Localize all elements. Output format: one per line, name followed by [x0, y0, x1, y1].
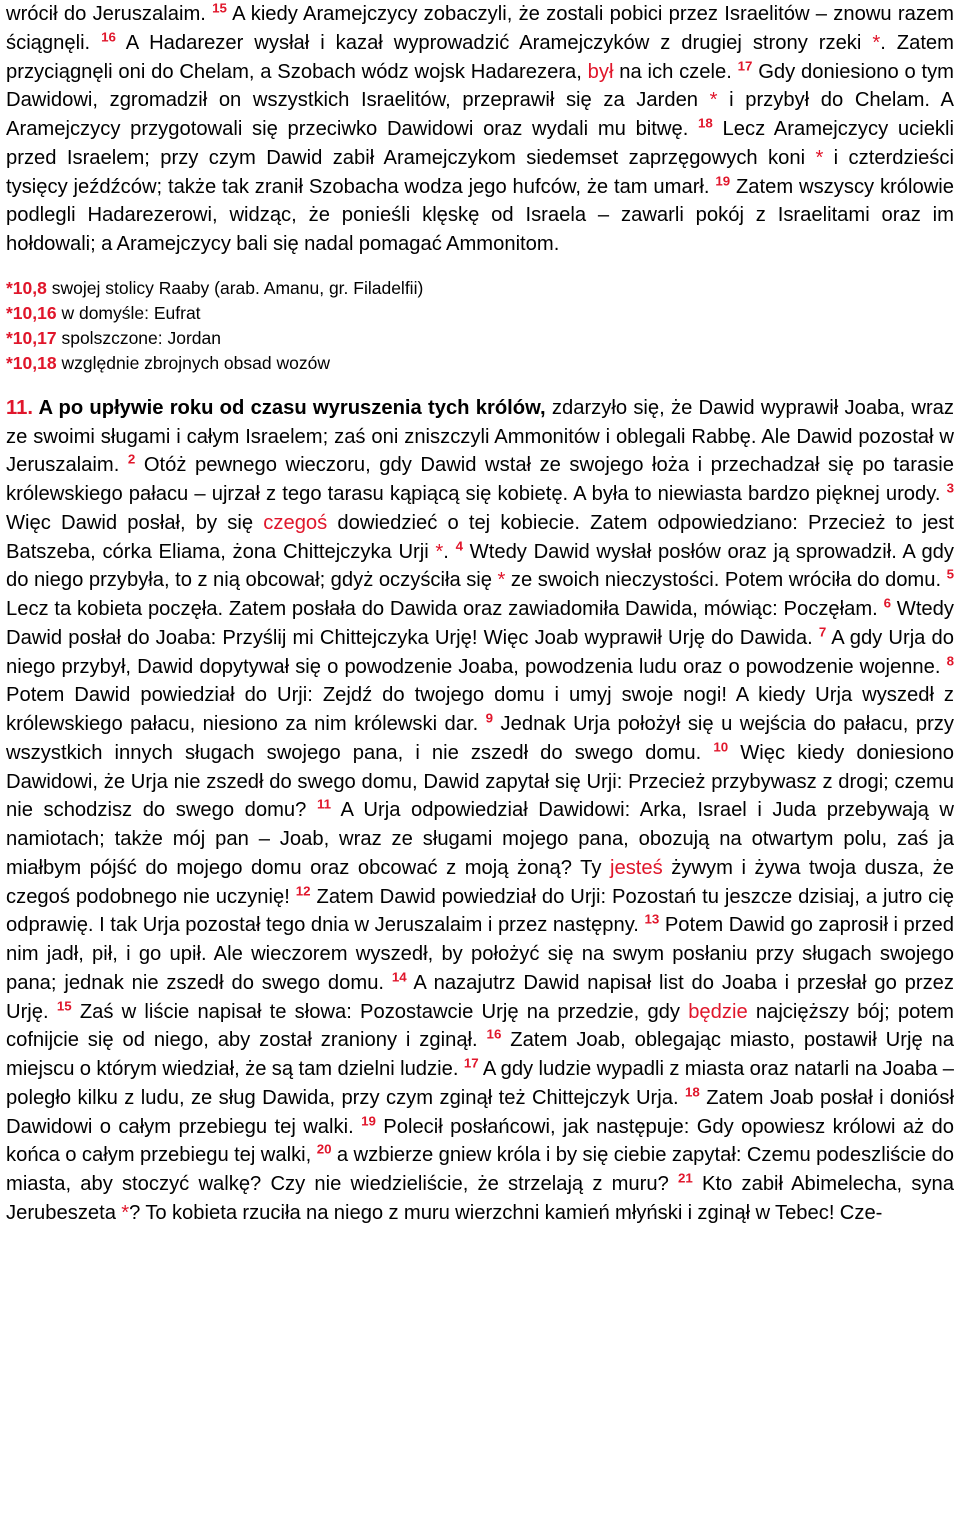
text-run: A gdy ludzie wypadli z miasta oraz natarli na Joaba – poległo kilku z ludu, ze sług Dawida, przy czym zginął też Chittejczyk Urja.: [6, 1058, 955, 1109]
verse-number: 15: [212, 0, 227, 16]
verse-number: 3: [946, 480, 954, 496]
verse-number: 8: [946, 652, 954, 668]
verse-number: 20: [316, 1141, 332, 1157]
verse-number: 18: [698, 115, 713, 131]
text-run: Wtedy Dawid wysłał posłów oraz ją sprowadził. A gdy do niego przybyła, to z nią obcował; gdyż oczyściła się: [6, 540, 954, 592]
text-run: A Hadarezer wysłał i kazał wyprowadzić Aramejczyków z drugiej strony rzeki: [115, 31, 873, 54]
added-word: jesteś: [610, 856, 663, 879]
chapter-intro: A po upływie roku od czasu wyruszenia tych królów,: [32, 396, 546, 419]
text-run: Więc Dawid posłał, by się: [6, 511, 264, 534]
verse-number: 19: [715, 172, 731, 188]
text-run: Zatem Joab, oblegając miasto, postawił Urję na miejscu o którym wiedział, że są tam dzielni ludzie.: [6, 1029, 954, 1080]
added-word: będzie: [688, 1000, 748, 1023]
verse-number: 19: [361, 1112, 376, 1128]
text-run: Lecz Aramejczycy uciekli przed Israelem; przy czym Dawid zabił Aramejczykom siedemset zaprzęgowych koni: [6, 118, 954, 169]
verse-number: 12: [295, 882, 311, 898]
footnote-marker: *: [709, 89, 718, 112]
text-run: dowiedzieć o tej kobiecie. Zatem odpowiedziano: Przecież to jest Batszeba, córka Eliama, żona Chittejczyka Urji: [6, 511, 955, 563]
chapter-11: [6, 394, 954, 1228]
verse-number: 2: [127, 451, 136, 467]
footnote-ref: *10,8: [6, 277, 47, 298]
footnote-item: [6, 301, 954, 326]
chapter-10-continuation: [6, 0, 954, 259]
verse-number: 14: [391, 969, 407, 985]
text-run: zdarzyło się, że Dawid wyprawił Joaba, wraz ze swoimi sługami i całym Israelem; zaś oni zniszczyli Ammonitów i oblegali Rabbę. Ale Dawid pozostał w Jeruszalaim.: [6, 396, 954, 477]
verse-number: 4: [455, 537, 463, 553]
text-run: A gdy Urja do niego przybył, Dawid dopytywał się o powodzenie Joaba, powodzenia ludu oraz o powodzenie wojenne.: [6, 626, 954, 678]
footnote-marker: *: [497, 569, 506, 592]
text-run: Jednak Urja położył się u wejścia do pałacu, przy wszystkich innych sługach swojego pana, i nie zszedł do swego domu.: [6, 713, 954, 764]
footnote-text: względnie zbrojnych obsad wozów: [56, 352, 330, 373]
text-run: Lecz ta kobieta poczęła. Zatem posłała do Dawida oraz zawiadomiła Dawida, mówiąc: Poczęłam.: [6, 598, 884, 620]
added-word: był: [587, 60, 614, 83]
verse-number: 6: [883, 595, 891, 611]
text-run: Potem Dawid go zaprosił i przed nim jadł, pił, i go upił. Ale wieczorem wyszedł, by położyć się na swym posłaniu przy sługach swojego pana; jednak nie zszedł do swego domu.: [6, 914, 954, 994]
verse-number: 9: [485, 710, 494, 726]
text-run: .: [443, 540, 456, 563]
footnote-ref: *10,17: [6, 327, 57, 348]
text-run: Zatem Dawid powiedział do Urji: Pozostań tu jeszcze dzisiaj, a jutro cię odprawię. I tak Urja pozostał tego dnia w Jeruszalaim i przez następny.: [6, 885, 954, 937]
verse-number: 18: [684, 1084, 700, 1100]
chapter-number: 11.: [6, 396, 33, 419]
verse-number: 17: [737, 57, 753, 73]
footnote-ref: *10,16: [6, 302, 57, 323]
text-run: Więc kiedy doniesiono Dawidowi, że Urja nie zszedł do swego domu, Dawid zapytał się Urji: Przecież przybywasz z drogi; czemu nie schodzisz do swego domu?: [6, 741, 954, 822]
verse-number: 17: [463, 1055, 479, 1071]
text-run: żywym i żywa twoja dusza, że czegoś podobnego nie uczynię!: [6, 856, 954, 908]
footnote-marker: *: [815, 146, 824, 169]
text-run: i przybył do Chelam. A Aramejczycy przygotowali się przeciwko Dawidowi oraz wydali mu bitwę.: [6, 89, 954, 140]
text-run: a wzbierze gniew króla i by się ciebie zapytał: Czemu podeszliście do miasta, aby stoczyć walkę? Czy nie wiedzieliście, że strzelają z muru?: [6, 1144, 954, 1195]
text-run: na ich czele.: [613, 60, 738, 83]
text-run: . Zatem przyciągnęli oni do Chelam, a Szobach wódz wojsk Hadarezera,: [6, 31, 954, 83]
text-run: Potem Dawid powiedział do Urji: Zejdź do twojego domu i umyj swoje nogi! A kiedy Urja wyszedł z królewskiego pałacu, niesiono za nim królewski dar.: [6, 684, 954, 735]
verse-number: 13: [644, 911, 660, 927]
text-run: i czterdzieści tysięcy jeźdźców; także tak zranił Szobacha wodza jego hufców, że tam umarł.: [6, 146, 954, 198]
verse-number: 16: [486, 1026, 502, 1042]
text-run: A nazajutrz Dawid napisał list do Joaba i przesłał go przez Urję.: [6, 971, 954, 1023]
text-run: Zatem wszyscy królowie podlegli Hadarezerowi, widząc, że ponieśli klęskę od Israela – zawarli pokój z Israelitami oraz im hołdowali; a Aramejczycy bali się nadal pomagać Ammonitom.: [6, 175, 954, 255]
verse-number: 11: [316, 796, 332, 812]
footnote-text: w domyśle: Eufrat: [56, 302, 201, 323]
footnote-item: [6, 326, 954, 351]
verse-number: 15: [56, 997, 72, 1013]
text-run: A kiedy Aramejczycy zobaczyli, że zostali pobici przez Israelitów – znowu razem ściągnęli.: [6, 3, 954, 54]
footnote-text: swojej stolicy Raaby (arab. Amanu, gr. Filadelfii): [46, 277, 424, 298]
text-run: ? To kobieta rzuciła na niego z muru wierzchni kamień młyński i zginął w Tebec! Cze-: [129, 1201, 883, 1224]
verse-number: 16: [101, 29, 116, 45]
footnote-ref: *10,18: [6, 352, 57, 373]
text-run: Wtedy Dawid posłał do Joaba: Przyślij mi Chittejczyka Urję! Więc Joab wyprawił Urję do Dawida.: [6, 598, 954, 649]
text-run: Otóż pewnego wieczoru, gdy Dawid wstał ze swojego łoża i przechadzał się po tarasie królewskiego pałacu – ujrzał z tego tarasu kąpiącą się kobietę. A była to niewiasta bardzo pięknej urody.: [6, 454, 954, 505]
added-word: czegoś: [263, 511, 328, 534]
text-run: Gdy doniesiono o tym Dawidowi, zgromadził on wszystkich Israelitów, przeprawił się za Jarden: [6, 60, 954, 112]
footnote-marker: *: [435, 540, 444, 563]
footnote-marker: *: [121, 1201, 130, 1224]
verse-number: 7: [818, 624, 827, 640]
text-run: Zaś w liście napisał te słowa: Pozostawcie Urję na przedzie, gdy: [71, 1000, 689, 1023]
verse-number: 10: [713, 739, 729, 755]
verse-number: 5: [946, 566, 955, 582]
footnote-text: spolszczone: Jordan: [56, 327, 222, 348]
footnote-item: [6, 276, 954, 301]
text-run: Kto zabił Abimelecha, syna Jerubeszeta: [6, 1173, 954, 1224]
footnotes: [6, 276, 954, 376]
text-run: Polecił posłańcowi, jak następuje: Gdy opowiesz królowi aż do końca o całym przebiegu tej walki,: [6, 1115, 954, 1167]
text-run: Zatem Joab posłał i doniósł Dawidowi o całym przebiegu tej walki.: [6, 1086, 955, 1138]
text-run: ze swoich nieczystości. Potem wróciła do domu.: [505, 569, 947, 592]
verse-number: 21: [678, 1170, 693, 1186]
footnote-item: [6, 351, 954, 376]
text-run: A Urja odpowiedział Dawidowi: Arka, Israel i Juda przebywają w namiotach; także mój pan – Joab, wraz ze sługami mojego pana, obozują na otwartym polu, zaś ja miałbym pójść do mojego domu oraz obcować z moją żoną? Ty: [6, 799, 955, 879]
text-run: wrócił do Jeruszalaim.: [6, 3, 213, 25]
text-run: najcięższy bój; potem cofnijcie się od niego, aby został zraniony i zginął.: [6, 1000, 955, 1052]
footnote-marker: *: [872, 31, 881, 54]
